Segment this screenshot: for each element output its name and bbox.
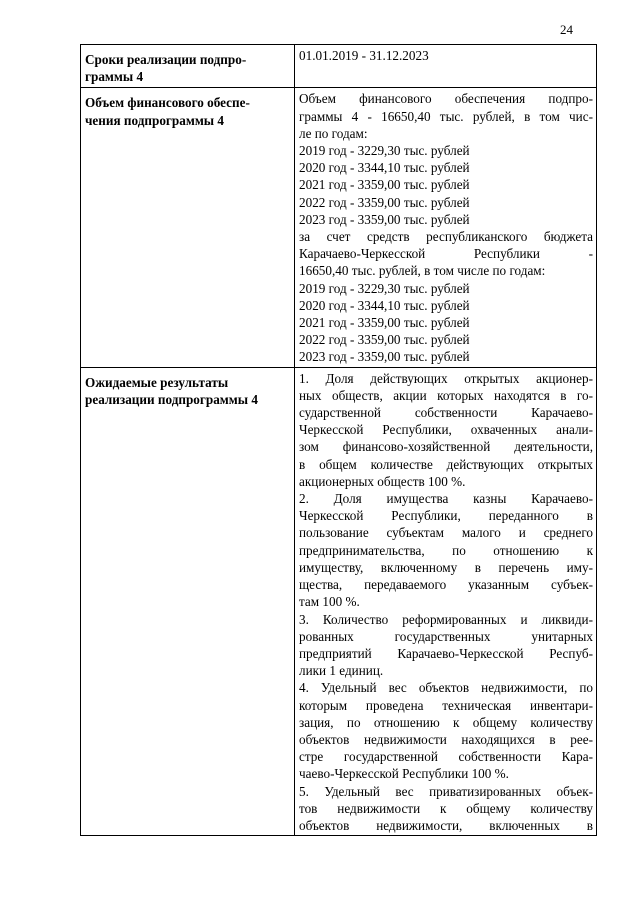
value-line: 5. Удельный вес приватизированных объек- [299,783,593,799]
value-line: 16650,40 тыс. рублей, в том числе по годам: [299,263,546,279]
value-line: 2023 год - 3359,00 тыс. рублей [299,349,470,365]
value-line: лики 1 единиц. [299,663,384,679]
value-line: объектов недвижимости находящихся в рее- [299,731,593,747]
page-number: 24 [560,22,573,37]
row-value [295,45,597,88]
value-line: в общем количестве действующих открытых [299,456,593,472]
value-line: рованных государственных унитарных [299,628,593,644]
label-line: Ожидаемые результаты [85,374,229,390]
value-line: там 100 %. [299,594,360,610]
value-line: пользование субъектам малого и среднего [299,525,593,541]
value-line: 2. Доля имущества казны Карачаево- [299,491,593,507]
value-line: имуществу, включенному в перечень иму- [299,559,593,575]
value-line: за счет средств республиканского бюджета [299,229,593,245]
value-line: 2021 год - 3359,00 тыс. рублей [299,315,470,331]
value-line: 2020 год - 3344,10 тыс. рублей [299,160,470,176]
value-line: акционерных обществ 100 %. [299,473,466,489]
row-expected-results [81,367,597,835]
value-line: 2022 год - 3359,00 тыс. рублей [299,194,470,210]
value-line: 2021 год - 3359,00 тыс. рублей [299,177,470,193]
value-line: Карачаево-Черкесской Республики - [299,246,593,262]
value-line: 01.01.2019 - 31.12.2023 [299,48,429,63]
value-line: Черкесской Республики, переданного в [299,508,593,524]
label-line: чения подпрограммы 4 [85,112,224,128]
value-line: тов недвижимости к общему количеству [299,800,593,816]
label-line: Сроки реализации подпро- [85,52,247,67]
value-line: граммы 4 - 16650,40 тыс. рублей, в том чис- [299,108,593,124]
label-line: реализации подпрограммы 4 [85,391,258,407]
value-line: 2019 год - 3229,30 тыс. рублей [299,143,470,159]
row-label [81,367,295,835]
row-value [295,367,597,835]
value-line: 2023 год - 3359,00 тыс. рублей [299,211,470,227]
row-implementation-period [81,45,597,88]
value-line: щества, передаваемого указанным субъек- [299,577,593,593]
value-line: чаево-Черкесской Республики 100 %. [299,766,509,782]
value-line: 3. Количество реформированных и ликвиди- [299,611,593,627]
row-value [295,88,597,367]
value-line: 4. Удельный вес объектов недвижимости, по [299,680,593,696]
value-line: Объем финансового обеспечения подпро- [299,91,593,107]
value-line: объектов недвижимости, включенных в [299,817,593,833]
value-line: 2019 год - 3229,30 тыс. рублей [299,280,470,296]
subprogram-passport-table [80,44,597,836]
value-line: зом финансово-хозяйственной деятельности, [299,439,593,455]
value-line: предприятий Карачаево-Черкесской Респуб- [299,645,593,661]
value-line: 2020 год - 3344,10 тыс. рублей [299,297,470,313]
value-line: предпринимательства, по отношению к [299,542,593,558]
value-line: 2022 год - 3359,00 тыс. рублей [299,332,470,348]
value-line: 1. Доля действующих открытых акционер- [299,370,593,386]
label-line: Объем финансового обеспе- [85,95,250,111]
value-line: ных обществ, акции которых находятся в го- [299,387,593,403]
value-line: сударственной собственности Карачаево- [299,405,593,421]
row-label [81,45,295,88]
table-body [81,45,597,836]
value-line: стре государственной собственности Кара- [299,749,593,765]
value-line: Черкесской Республики, охваченных анали- [299,422,593,438]
label-line: граммы 4 [85,69,144,85]
row-financing-volume [81,88,597,367]
value-line: которым проведена техническая инвентари- [299,697,593,713]
value-line: зация, по отношению к общему количеству [299,714,593,730]
value-line: ле по годам: [299,125,368,141]
row-label [81,88,295,367]
